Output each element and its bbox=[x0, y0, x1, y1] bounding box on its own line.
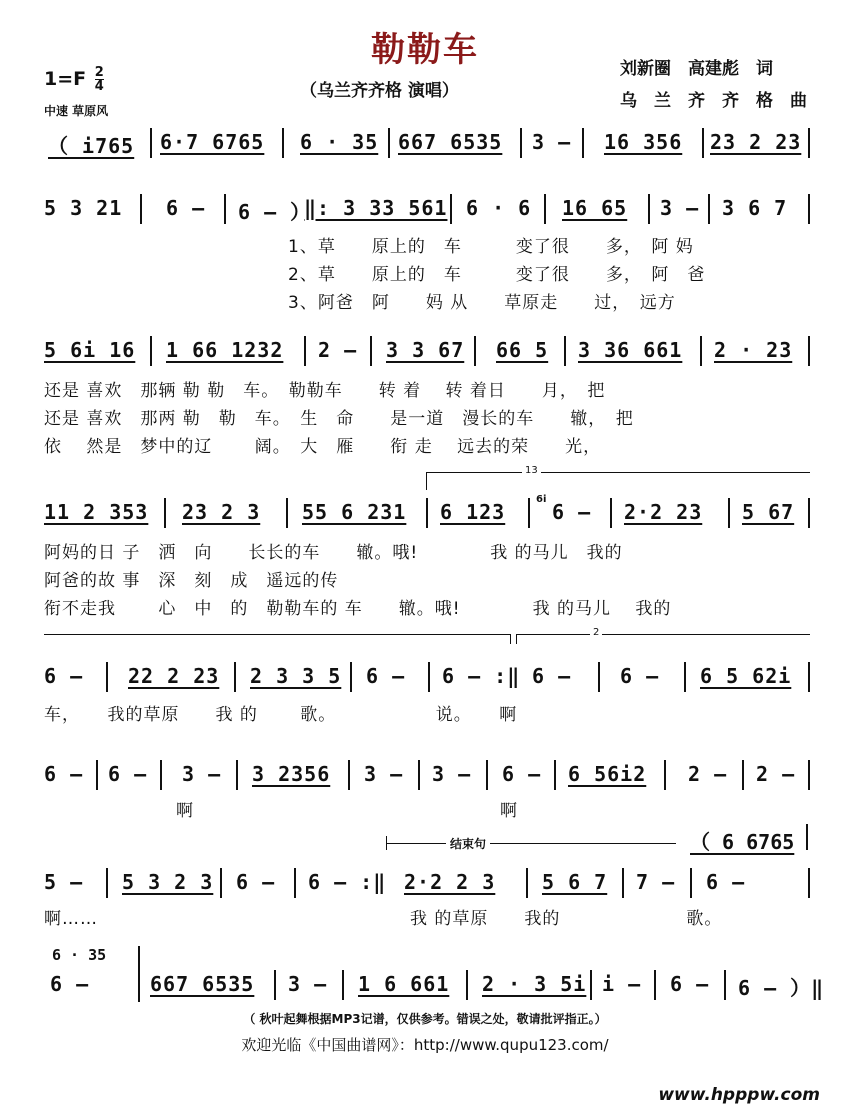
measure: ‖: 3 33 561 bbox=[304, 196, 448, 220]
ending-bracket-end bbox=[386, 836, 387, 850]
measure: 6 – :‖ bbox=[308, 870, 387, 894]
ending-intro: （ 6 6765 bbox=[690, 830, 795, 854]
measure: 6 · 35 bbox=[300, 130, 379, 154]
bar-line bbox=[808, 128, 810, 158]
volta-bracket bbox=[44, 634, 510, 635]
lyric-verse-1: 1、草 原上的 车 变了很 多， 阿 妈 bbox=[288, 237, 694, 257]
bar-line bbox=[220, 868, 222, 898]
measure: 6 – ） bbox=[238, 200, 312, 224]
volta-bracket-end bbox=[510, 634, 511, 644]
bar-line bbox=[348, 760, 350, 790]
bar-line bbox=[286, 498, 288, 528]
bar-line bbox=[294, 868, 296, 898]
measure: （ i765 bbox=[48, 134, 135, 158]
bar-line bbox=[654, 970, 656, 1000]
bar-line bbox=[106, 868, 108, 898]
bar-line bbox=[690, 868, 692, 898]
performer-subtitle: （乌兰齐齐格 演唱） bbox=[300, 81, 459, 101]
bar-line bbox=[234, 662, 236, 692]
staff-line-3 bbox=[42, 338, 812, 364]
staff-line-1 bbox=[42, 130, 812, 156]
measure: 2·2 2 3 bbox=[404, 870, 496, 894]
measure: 5 67 bbox=[742, 500, 795, 524]
measure: 22 2 23 bbox=[128, 664, 220, 688]
measure: 16 65 bbox=[562, 196, 628, 220]
time-numerator: 2 bbox=[94, 65, 104, 80]
key-signature bbox=[44, 66, 104, 93]
bar-line bbox=[428, 662, 430, 692]
bar-line bbox=[106, 662, 108, 692]
measure: 1 66 1232 bbox=[166, 338, 284, 362]
measure: 6 – bbox=[366, 664, 406, 688]
time-signature bbox=[95, 66, 104, 93]
staff-line-4 bbox=[42, 494, 812, 526]
key-label: 1=F bbox=[44, 68, 87, 90]
bar-line bbox=[528, 498, 530, 528]
measure: 2 · 3 5i bbox=[482, 972, 587, 996]
bar-line bbox=[164, 498, 166, 528]
bar-line bbox=[648, 194, 650, 224]
measure: i – bbox=[602, 972, 642, 996]
bar-line bbox=[342, 970, 344, 1000]
measure: 6·7 6765 bbox=[160, 130, 265, 154]
bar-line bbox=[486, 760, 488, 790]
bar-line bbox=[450, 194, 452, 224]
bar-line bbox=[808, 498, 810, 528]
measure: 2 – bbox=[318, 338, 358, 362]
bar-line bbox=[610, 498, 612, 528]
bar-line bbox=[418, 760, 420, 790]
staff-line-5 bbox=[42, 664, 812, 690]
measure: 6 – bbox=[670, 972, 710, 996]
measure: 16 356 bbox=[604, 130, 683, 154]
grace-upper: 6 · 35 bbox=[52, 946, 107, 964]
bar-line bbox=[742, 760, 744, 790]
song-title: 勒勒车 bbox=[371, 30, 479, 70]
lyric-verse-1: 还是 喜欢 那辆 勒 勒 车。 勒勒车 转 着 转 着日 月， 把 bbox=[44, 381, 606, 401]
grace-note: 6i bbox=[536, 494, 547, 505]
staff-line-8 bbox=[42, 972, 825, 1000]
measure: 23 2 3 bbox=[182, 500, 261, 524]
measure: 6 – bbox=[502, 762, 542, 786]
measure: 5 – bbox=[44, 870, 84, 894]
measure: 23 2 23 bbox=[710, 130, 802, 154]
measure: 6 – bbox=[44, 762, 84, 786]
measure: 1 6 661 bbox=[358, 972, 450, 996]
measure: 3 – bbox=[660, 196, 700, 220]
bar-line bbox=[564, 336, 566, 366]
measure: 2 – bbox=[688, 762, 728, 786]
measure: 7 – bbox=[636, 870, 676, 894]
measure: 2 – bbox=[756, 762, 796, 786]
volta-number: 2 bbox=[590, 627, 602, 638]
measure: 6 123 bbox=[440, 500, 506, 524]
measure: 6 – bbox=[706, 870, 746, 894]
ending-bracket bbox=[386, 843, 676, 844]
measure: 6 56i2 bbox=[568, 762, 647, 786]
volta-bracket bbox=[426, 472, 810, 473]
bar-line bbox=[370, 336, 372, 366]
lyric-line: 啊…… bbox=[44, 909, 98, 929]
volta-number: 13 bbox=[522, 465, 541, 476]
measure: 6 – bbox=[50, 972, 90, 996]
volta-bracket bbox=[516, 634, 810, 635]
measure: 6 5 62i bbox=[700, 664, 792, 688]
measure: 667 6535 bbox=[398, 130, 503, 154]
bar-line bbox=[466, 970, 468, 1000]
bar-line bbox=[700, 336, 702, 366]
measure: 3 – bbox=[182, 762, 222, 786]
bar-line bbox=[622, 868, 624, 898]
lyric-verse-3: 3、阿爸 阿 妈 从 草原走 过， 远方 bbox=[288, 293, 676, 313]
volta-bracket-end bbox=[426, 472, 427, 490]
measure: 5 6i 16 bbox=[44, 338, 136, 362]
staff-line-2 bbox=[42, 196, 812, 222]
measure: 6 – bbox=[236, 870, 276, 894]
measure: 6 · 6 bbox=[466, 196, 532, 220]
lyric-verse-2: 阿爸的故 事 深 刻 成 遥远的传 bbox=[44, 571, 339, 591]
bar-line bbox=[236, 760, 238, 790]
bar-line bbox=[304, 336, 306, 366]
bar-line bbox=[808, 662, 810, 692]
bar-line bbox=[388, 128, 390, 158]
bar-line bbox=[806, 824, 808, 850]
lyric-line: 车， 我的草原 我 的 歌。 说。 啊 bbox=[44, 705, 518, 725]
measure: 6 – bbox=[552, 500, 592, 524]
lyric-verse-3: 衔不走我 心 中 的 勒勒车的 车 辙。哦! 我 的马儿 我的 bbox=[44, 599, 672, 619]
staff-line-7 bbox=[42, 870, 812, 896]
bar-line bbox=[808, 760, 810, 790]
bar-line bbox=[808, 336, 810, 366]
measure: 3 – bbox=[532, 130, 572, 154]
measure: 6 – bbox=[166, 196, 206, 220]
measure: 3 6 7 bbox=[722, 196, 788, 220]
lyric-verse-1: 阿妈的日 子 洒 向 长长的车 辙。哦! 我 的马儿 我的 bbox=[44, 543, 623, 563]
lyric-line: 我 的草原 我的 歌。 bbox=[410, 909, 723, 929]
measure: 11 2 353 bbox=[44, 500, 149, 524]
bar-line bbox=[140, 194, 142, 224]
bar-line bbox=[708, 194, 710, 224]
bar-line bbox=[520, 128, 522, 158]
measure: 667 6535 bbox=[150, 972, 255, 996]
lyric-line: 啊 bbox=[500, 801, 518, 821]
bar-line bbox=[728, 498, 730, 528]
measure: 5 3 2 3 bbox=[122, 870, 214, 894]
measure: 6 – ）‖ bbox=[738, 976, 825, 1000]
bar-line bbox=[224, 194, 226, 224]
bar-line bbox=[808, 194, 810, 224]
bar-line bbox=[474, 336, 476, 366]
lyricist-credit: 刘新圈 高建彪 词 bbox=[620, 59, 773, 79]
bar-line bbox=[808, 868, 810, 898]
measure: 2 · 23 bbox=[714, 338, 793, 362]
measure: 3 3 67 bbox=[386, 338, 465, 362]
bar-line bbox=[350, 662, 352, 692]
time-denominator: 4 bbox=[94, 79, 104, 94]
measure: 6 – :‖ bbox=[442, 664, 521, 688]
measure: 6 – bbox=[44, 664, 84, 688]
ending-label: 结束句 bbox=[446, 835, 490, 852]
bar-line bbox=[138, 946, 140, 1002]
lyric-verse-2: 2、草 原上的 车 变了很 多， 阿 爸 bbox=[288, 265, 706, 285]
bar-line bbox=[664, 760, 666, 790]
bar-line bbox=[554, 760, 556, 790]
measure: 5 6 7 bbox=[542, 870, 608, 894]
bar-line bbox=[160, 760, 162, 790]
measure: 3 36 661 bbox=[578, 338, 683, 362]
tempo-marking: 中速 草原风 bbox=[44, 104, 109, 118]
bar-line bbox=[598, 662, 600, 692]
staff-line-6 bbox=[42, 762, 812, 788]
watermark: www.hpppw.com bbox=[658, 1085, 820, 1105]
bar-line bbox=[590, 970, 592, 1000]
bar-line bbox=[582, 128, 584, 158]
bar-line bbox=[96, 760, 98, 790]
bar-line bbox=[684, 662, 686, 692]
measure: 2·2 23 bbox=[624, 500, 703, 524]
bar-line bbox=[150, 128, 152, 158]
measure: 3 – bbox=[364, 762, 404, 786]
volta-bracket-end bbox=[516, 634, 517, 644]
site-credit: 欢迎光临《中国曲谱网》：http://www.qupu123.com/ bbox=[241, 1036, 609, 1054]
bar-line bbox=[274, 970, 276, 1000]
lyric-verse-3: 依 然是 梦中的辽 阔。 大 雁 衔 走 远去的荣 光， bbox=[44, 437, 602, 457]
measure: 55 6 231 bbox=[302, 500, 407, 524]
bar-line bbox=[724, 970, 726, 1000]
composer-credit: 乌 兰 齐 齐 格 曲 bbox=[620, 91, 807, 111]
bar-line bbox=[702, 128, 704, 158]
measure: 5 3 21 bbox=[44, 196, 123, 220]
bar-line bbox=[526, 868, 528, 898]
measure: 3 – bbox=[432, 762, 472, 786]
bar-line bbox=[426, 498, 428, 528]
bar-line bbox=[282, 128, 284, 158]
bar-line bbox=[150, 336, 152, 366]
measure: 3 – bbox=[288, 972, 328, 996]
bar-line bbox=[544, 194, 546, 224]
measure: 66 5 bbox=[496, 338, 549, 362]
measure: 2 3 3 5 bbox=[250, 664, 342, 688]
lyric-verse-2: 还是 喜欢 那两 勒 勒 车。 生 命 是一道 漫长的车 辙， 把 bbox=[44, 409, 634, 429]
measure: 3 2356 bbox=[252, 762, 331, 786]
measure: 6 – bbox=[532, 664, 572, 688]
measure: 6 – bbox=[620, 664, 660, 688]
measure: 6 – bbox=[108, 762, 148, 786]
transcription-note: （ 秋叶起舞根据MP3记谱，仅供参考。错误之处，敬请批评指正。） bbox=[243, 1012, 607, 1026]
lyric-line: 啊 bbox=[176, 801, 194, 821]
